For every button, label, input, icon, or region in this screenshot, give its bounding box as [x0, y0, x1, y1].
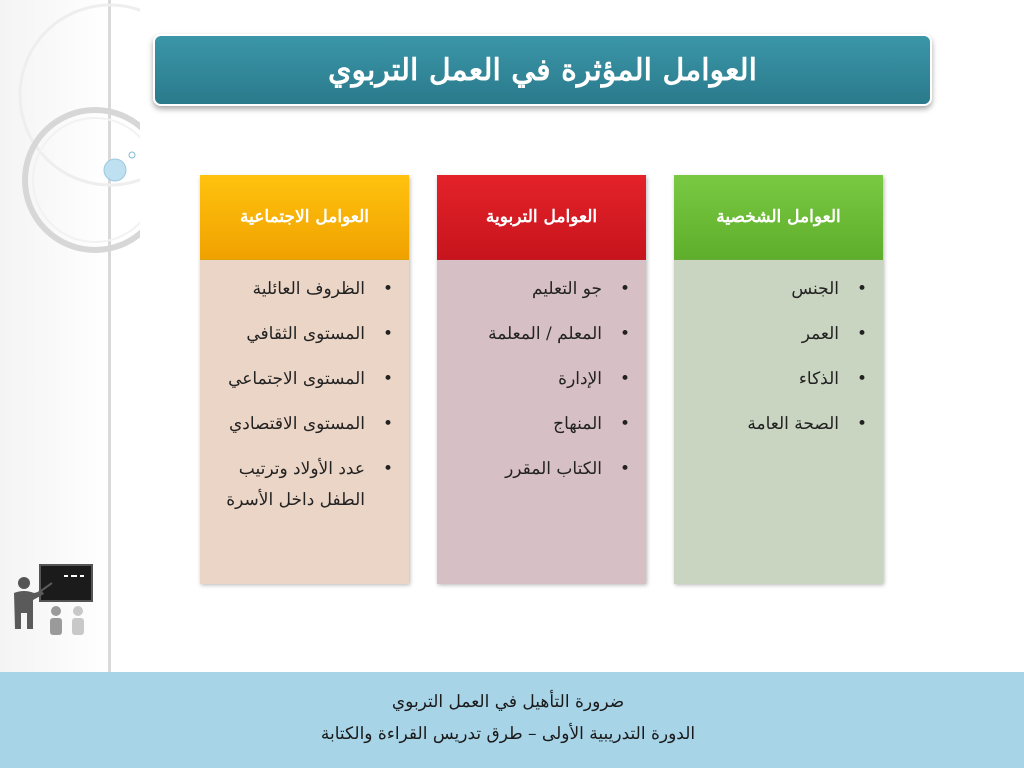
- list-item: • جو التعليم: [449, 274, 630, 305]
- column-heading: العوامل الشخصية: [674, 175, 883, 260]
- list-item: • الكتاب المقرر: [449, 454, 630, 485]
- list-item: • الذكاء: [686, 364, 867, 395]
- footer-line-1: ضرورة التأهيل في العمل التربوي: [391, 692, 625, 712]
- list-item: • العمر: [686, 319, 867, 350]
- list-item: • عدد الأولاد وترتيب الطفل داخل الأسرة: [212, 454, 393, 516]
- footer-bar: [0, 672, 1024, 768]
- list-item: • المعلم / المعلمة: [449, 319, 630, 350]
- list-item: • الصحة العامة: [686, 409, 867, 440]
- factor-list: [674, 260, 883, 440]
- teacher-at-board-icon: [8, 563, 98, 643]
- footer-line-2: الدورة التدريبية الأولى – طرق تدريس القراءة والكتابة: [320, 724, 696, 744]
- page-title: العوامل المؤثرة في العمل التربوي: [327, 52, 758, 88]
- list-item: • الجنس: [686, 274, 867, 305]
- column-heading: العوامل الاجتماعية: [200, 175, 409, 260]
- column-personal-factors: [674, 175, 883, 583]
- column-social-factors: [200, 175, 409, 583]
- factor-list: [200, 260, 409, 516]
- column-educational-factors: [437, 175, 646, 583]
- list-item: • المنهاج: [449, 409, 630, 440]
- list-item: • المستوى الاجتماعي: [212, 364, 393, 395]
- list-item: • المستوى الاقتصادي: [212, 409, 393, 440]
- decorative-circles: [0, 0, 140, 260]
- column-heading: العوامل التربوية: [437, 175, 646, 260]
- factor-list: [437, 260, 646, 485]
- list-item: • الإدارة: [449, 364, 630, 395]
- list-item: • الظروف العائلية: [212, 274, 393, 305]
- column-body: [674, 260, 883, 584]
- list-item: • المستوى الثقافي: [212, 319, 393, 350]
- title-banner: [153, 34, 932, 106]
- column-body: [200, 260, 409, 584]
- column-body: [437, 260, 646, 584]
